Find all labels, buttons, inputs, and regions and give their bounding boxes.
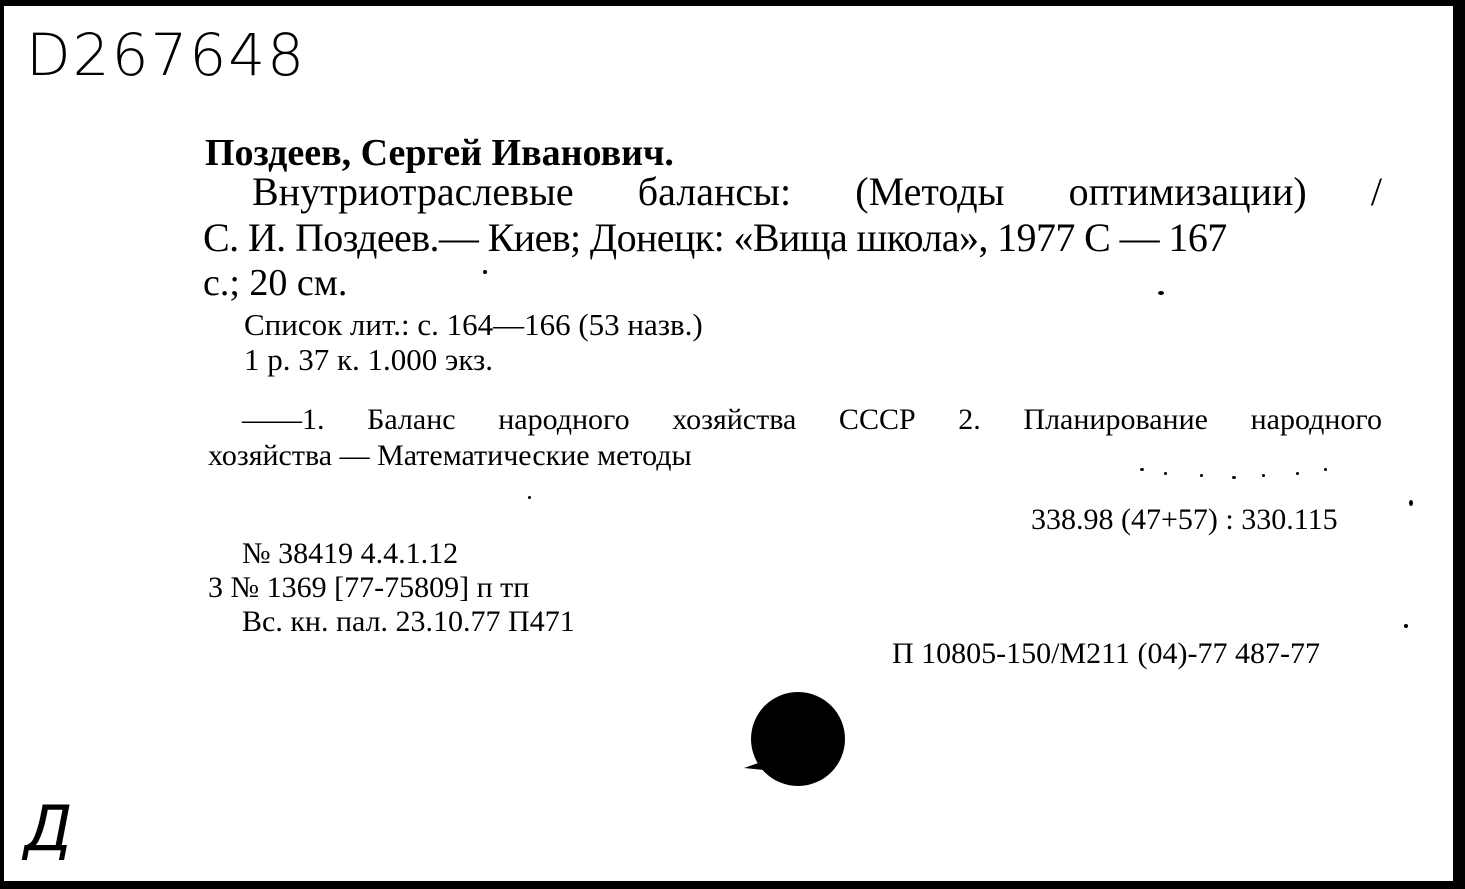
chamber-date: Вс. кн. пал. 23.10.77 П471 bbox=[242, 605, 575, 638]
price-note: 1 р. 37 к. 1.000 экз. bbox=[244, 342, 494, 377]
ink-speck bbox=[1164, 472, 1167, 475]
punch-hole-tail bbox=[744, 754, 784, 772]
ink-speck bbox=[1200, 474, 1203, 477]
title-line-3: с.; 20 см. bbox=[203, 262, 348, 304]
registration-number: № 38419 4.4.1.12 bbox=[242, 537, 459, 570]
subjects-line-1: ——1. Баланс народного хозяйства СССР 2. Планирование народного bbox=[242, 403, 1382, 436]
classification-number: 338.98 (47+57) : 330.115 bbox=[1031, 503, 1338, 536]
ink-speck bbox=[1296, 472, 1299, 475]
ink-speck bbox=[1232, 476, 1236, 479]
ink-speck bbox=[1409, 500, 1413, 506]
title-line-1: Внутриотраслевые балансы: (Методы оптимизации) / bbox=[252, 169, 1382, 214]
order-number: 3 № 1369 [77-75809] п тп bbox=[208, 571, 530, 604]
ink-speck bbox=[1262, 474, 1265, 477]
subjects-line-2: хозяйства — Математические методы bbox=[208, 439, 692, 472]
ink-speck bbox=[1324, 468, 1327, 471]
ink-speck bbox=[528, 496, 531, 499]
ink-speck bbox=[1404, 624, 1408, 628]
call-number: D267648 bbox=[26, 21, 307, 89]
author-heading: Поздеев, Сергей Иванович. bbox=[205, 132, 674, 174]
title-line-2: С. И. Поздеев.— Киев; Донецк: «Вища школа», 1977 С — 167 bbox=[203, 215, 1227, 260]
bibliography-note: Список лит.: с. 164—166 (53 назв.) bbox=[244, 307, 703, 342]
ink-speck bbox=[1158, 291, 1164, 295]
index-code: П 10805-150/М211 (04)-77 487-77 bbox=[892, 637, 1321, 670]
corner-handwritten-mark: Д bbox=[24, 792, 75, 865]
ink-speck bbox=[1140, 468, 1144, 471]
ink-speck bbox=[483, 270, 487, 274]
